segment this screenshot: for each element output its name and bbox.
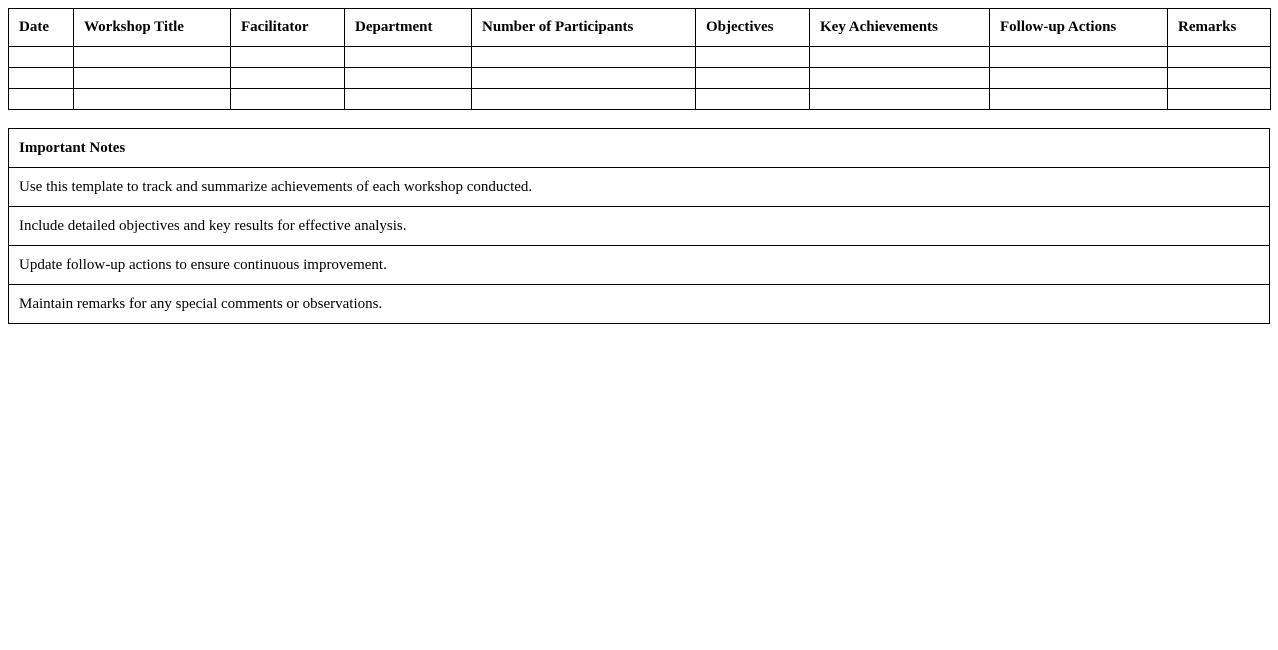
workshop-tracker-table	[8, 8, 1271, 110]
column-header-workshop-title: Workshop Title	[74, 9, 231, 47]
column-header-objectives: Objectives	[696, 9, 810, 47]
note-row	[9, 285, 1270, 324]
column-header-number-of-participants: Number of Participants	[472, 9, 696, 47]
table-row	[9, 68, 1271, 89]
table-cell[interactable]	[696, 47, 810, 68]
note-item: Include detailed objectives and key results for effective analysis.	[9, 207, 1270, 246]
table-cell[interactable]	[810, 47, 990, 68]
table-row	[9, 89, 1271, 110]
column-header-department: Department	[345, 9, 472, 47]
column-header-facilitator: Facilitator	[231, 9, 345, 47]
table-cell[interactable]	[472, 47, 696, 68]
table-cell[interactable]	[9, 47, 74, 68]
note-row	[9, 246, 1270, 285]
table-cell[interactable]	[231, 89, 345, 110]
table-cell[interactable]	[345, 89, 472, 110]
table-cell[interactable]	[696, 89, 810, 110]
table-cell[interactable]	[74, 68, 231, 89]
table-cell[interactable]	[990, 47, 1168, 68]
table-cell[interactable]	[9, 89, 74, 110]
column-header-date: Date	[9, 9, 74, 47]
table-cell[interactable]	[345, 47, 472, 68]
column-header-key-achievements: Key Achievements	[810, 9, 990, 47]
note-item: Update follow-up actions to ensure continuous improvement.	[9, 246, 1270, 285]
important-notes-table	[8, 128, 1270, 324]
table-cell[interactable]	[1168, 47, 1271, 68]
table-cell[interactable]	[810, 89, 990, 110]
table-cell[interactable]	[472, 68, 696, 89]
note-item: Use this template to track and summarize achievements of each workshop conducted.	[9, 168, 1270, 207]
column-header-follow-up-actions: Follow-up Actions	[990, 9, 1168, 47]
table-cell[interactable]	[696, 68, 810, 89]
table-cell[interactable]	[74, 47, 231, 68]
table-cell[interactable]	[231, 47, 345, 68]
page	[0, 0, 1278, 324]
table-cell[interactable]	[74, 89, 231, 110]
table-cell[interactable]	[231, 68, 345, 89]
table-cell[interactable]	[345, 68, 472, 89]
table-cell[interactable]	[9, 68, 74, 89]
note-row	[9, 168, 1270, 207]
table-header-row	[9, 9, 1271, 47]
table-cell[interactable]	[1168, 89, 1271, 110]
table-cell[interactable]	[990, 89, 1168, 110]
table-cell[interactable]	[1168, 68, 1271, 89]
table-cell[interactable]	[472, 89, 696, 110]
note-item: Maintain remarks for any special comments or observations.	[9, 285, 1270, 324]
notes-title-row	[9, 129, 1270, 168]
table-row	[9, 47, 1271, 68]
notes-title: Important Notes	[9, 129, 1270, 168]
note-row	[9, 207, 1270, 246]
table-cell[interactable]	[990, 68, 1168, 89]
column-header-remarks: Remarks	[1168, 9, 1271, 47]
table-cell[interactable]	[810, 68, 990, 89]
